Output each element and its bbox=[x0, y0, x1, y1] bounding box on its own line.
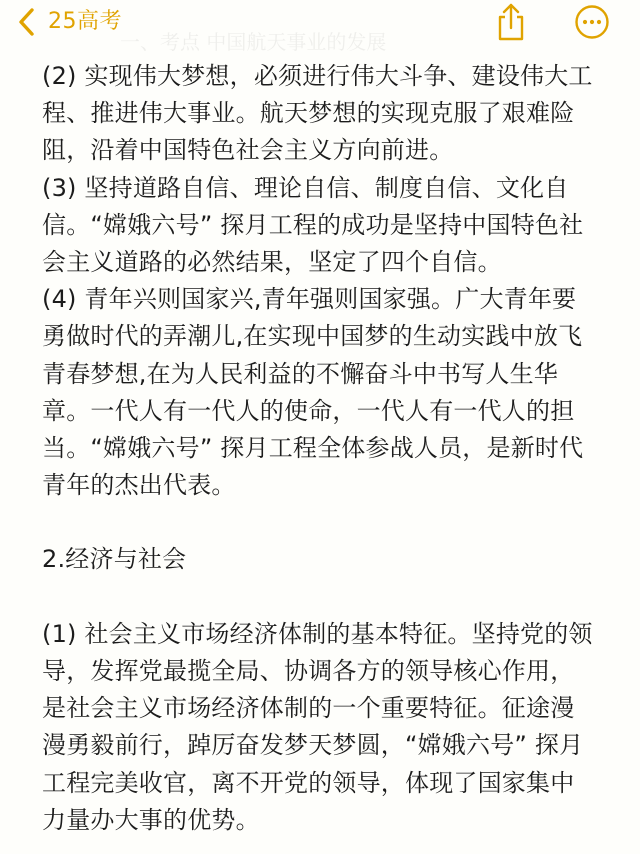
navigation-bar bbox=[0, 0, 640, 54]
share-icon bbox=[494, 2, 528, 42]
text-line: 导，发挥党最揽全局、协调各方的领导核心作用， bbox=[42, 657, 575, 685]
section-heading: 2.经济与社会 bbox=[42, 545, 187, 574]
faded-scrolled-text: 一、考点 中国航天事业的发展 bbox=[120, 30, 387, 54]
text-line: (4) 青年兴则国家兴,青年强则国家强。广大青年要 bbox=[42, 285, 577, 314]
text-line: 青春梦想,在为人民利益的不懈奋斗中书写人生华 bbox=[42, 359, 559, 388]
text-line: 阻，沿着中国特色社会主义方向前进。 bbox=[42, 136, 454, 165]
text-line: 当。“嫦娥六号” 探月工程全体参战人员，是新时代 bbox=[42, 433, 584, 462]
paragraph-3 bbox=[42, 170, 602, 282]
blank-line bbox=[42, 579, 602, 616]
section-2-paragraph-1 bbox=[42, 616, 602, 839]
text-line: 力量办大事的优势。 bbox=[42, 805, 260, 834]
text-line: (2) 实现伟大梦想，必须进行伟大斗争、建设伟大工 bbox=[42, 62, 593, 90]
text-line: 青年的杰出代表。 bbox=[42, 471, 236, 500]
ellipsis-circle-icon bbox=[574, 4, 610, 40]
text-line: (1) 社会主义市场经济体制的基本特征。坚持党的领 bbox=[42, 619, 593, 648]
text-line: 会主义道路的必然结果，坚定了四个自信。 bbox=[42, 247, 502, 276]
text-line: 信。“嫦娥六号” 探月工程的成功是坚持中国特色社 bbox=[42, 210, 584, 239]
back-button[interactable] bbox=[16, 4, 122, 40]
text-line: (3) 坚持道路自信、理论自信、制度自信、文化自 bbox=[42, 173, 569, 202]
text-line: 程、推进伟大事业。航天梦想的实现克服了艰难险 bbox=[42, 99, 575, 128]
blank-line bbox=[42, 504, 602, 541]
text-line: 是社会主义市场经济体制的一个重要特征。征途漫 bbox=[42, 694, 575, 723]
text-line: 勇做时代的弄潮儿,在实现中国梦的生动实践中放飞 bbox=[42, 322, 583, 351]
note-body bbox=[42, 58, 602, 839]
chevron-left-icon bbox=[16, 7, 38, 37]
share-button[interactable] bbox=[494, 2, 528, 42]
text-line: 章。一代人有一代人的使命，一代人有一代人的担 bbox=[42, 396, 575, 425]
text-line: 工程完美收官，离不开党的领导，体现了国家集中 bbox=[42, 768, 575, 797]
text-line: 漫勇毅前行，踔厉奋发梦天梦圆，“嫦娥六号” 探月 bbox=[42, 731, 584, 760]
paragraph-2 bbox=[42, 58, 602, 170]
paragraph-4 bbox=[42, 281, 602, 504]
back-label: 25高考 bbox=[48, 9, 122, 34]
more-button[interactable] bbox=[574, 4, 610, 40]
